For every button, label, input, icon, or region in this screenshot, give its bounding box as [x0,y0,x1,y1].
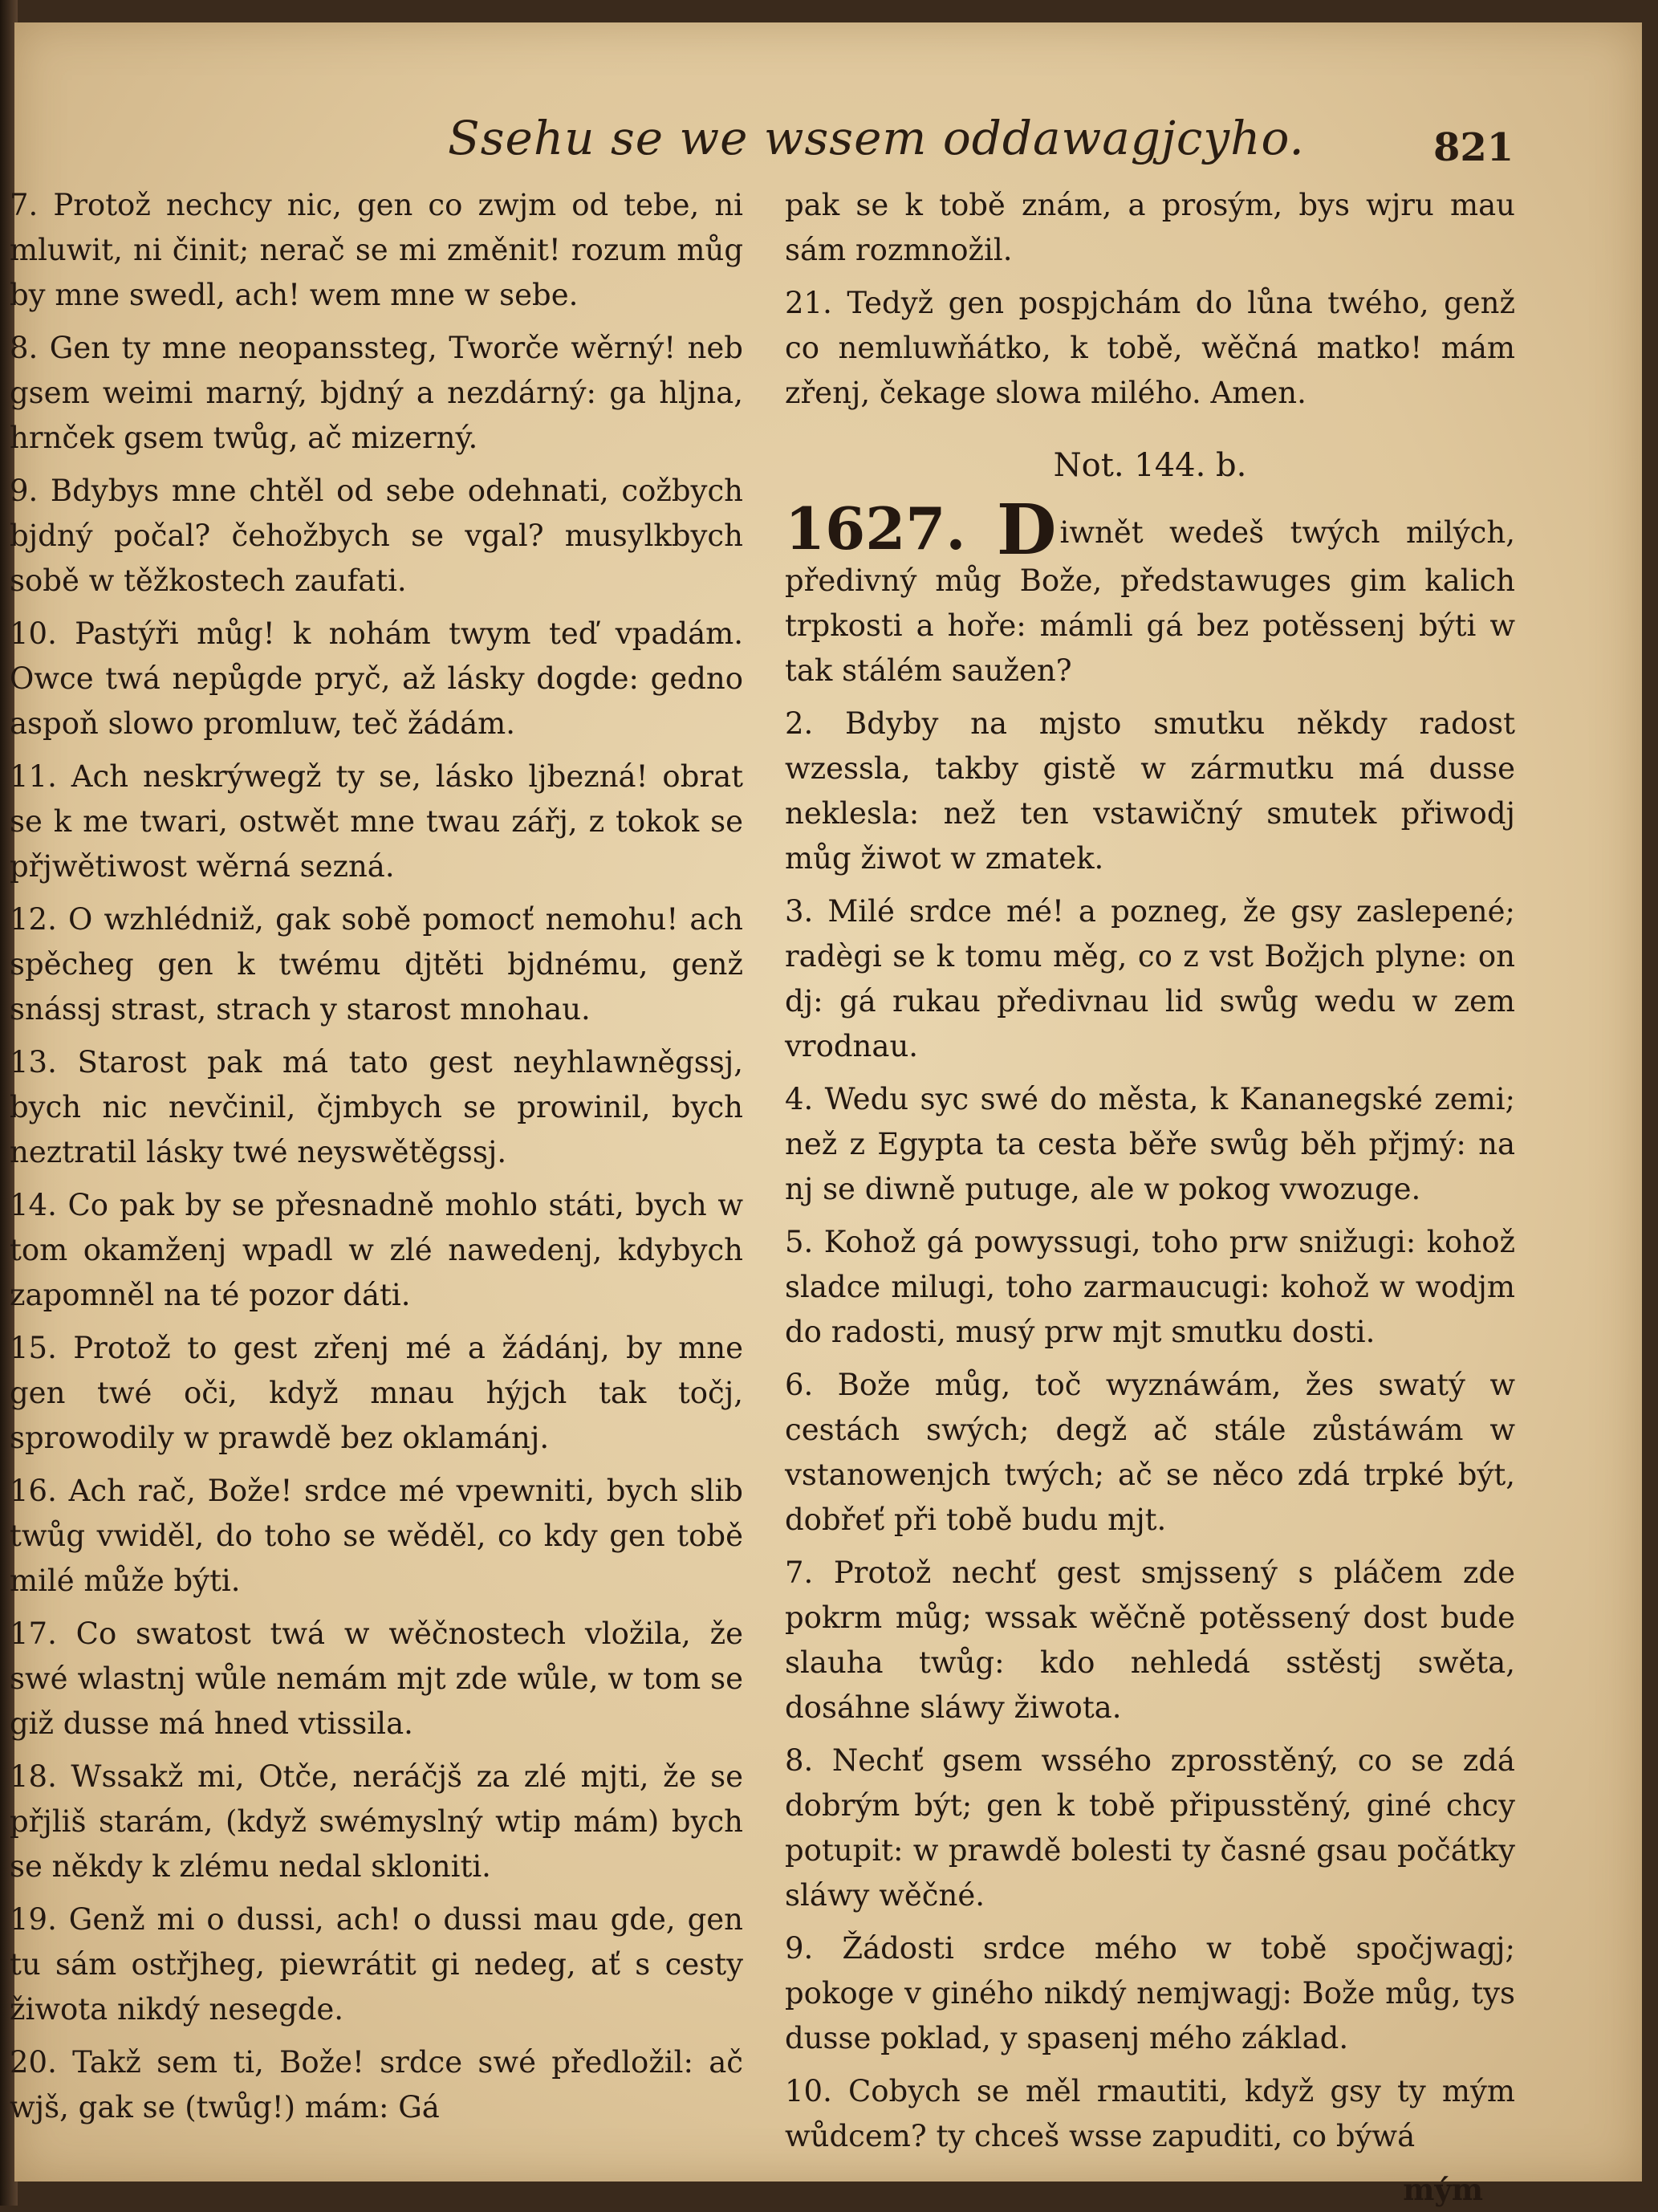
left-column [10,183,743,2138]
song-verse-5: 5. Kohož gá powyssugi, toho prw snižugi: kohož sladce milugi, toho zarmaucugi: kohož w wodjm do radosti, musý prw mjt smutku dosti. [785,1225,1515,1349]
verse-8: 8. Gen ty mne neopanssteg, Tworče wěrný! neb gsem weimi marný, bjdný a nezdárný: ga hljna, hrnček gsem twůg, ač mizerný. [10,331,743,455]
catchword: mým [1403,2172,1483,2207]
verse-16: 16. Ach rač, Bože! srdce mé vpewniti, bych slib twůg vwiděl, do toho se wěděl, co kdy gen tobě milé může býti. [10,1474,743,1598]
verse-12: 12. O wzhlédniž, gak sobě pomocť nemohu! ach spěcheg gen k twému djtěti bjdnému, genž snássj strast, strach y starost mnohau. [10,902,743,1027]
song-verse-6: 6. Bože můg, toč wyznáwám, žes swatý w cestách swých; degž ač stále zůstáwám w vstanowenjch twých; ač se něco zdá trpké být, dobřeť při tobě budu mjt. [785,1368,1515,1537]
song-verse-2: 2. Bdyby na mjsto smutku někdy radost wzessla, takby gistě w zármutku má dusse neklesla: než ten vstawičný smutek přiwodj můg žiwot w zmatek. [785,706,1515,876]
verse-20-continued: pak se k tobě znám, a prosým, bys wjru mau sám rozmnožil. [785,188,1515,267]
verse-17: 17. Co swatost twá w wěčnostech vložila, že swé wlastnj wůle nemám mjt zde wůle, w tom se giž dusse má hned vtissila. [10,1616,743,1741]
song-number-header: Not. 144. b. [1053,447,1247,484]
song-year: 1627. [785,494,966,563]
song-verse-10: 10. Cobych se měl rmautiti, když gsy ty mým wůdcem? ty chceš wsse zapuditi, co býwá [785,2074,1515,2153]
song-verse-3: 3. Milé srdce mé! a pozneg, že gsy zaslepené; radègi se k tomu měg, co z vst Božjch plyne: on dj: gá rukau předivnau lid swůg wedu w zem vrodnau. [785,894,1515,1063]
song-first-verse-text: iwnět wedeš twých milých, předivný můg Bože, předstawuges gim kalich trpkosti a hoře: mámli gá bez potěssenj býti w tak stálém saužen? [785,515,1515,688]
verse-21: 21. Tedyž gen pospjchám do lůna twého, genž co nemluwňátko, k tobě, wěčná matko! mám zřenj, čekage slowa milého. Amen. [785,286,1515,410]
song-verse-7: 7. Protož nechť gest smjssený s pláčem zde pokrm můg; wssak wěčně potěssený dost bude slauha twůg: kdo nehledá sstěstj swěta, dosáhne sláwy žiwota. [785,1555,1515,1725]
page-number: 821 [1433,125,1514,170]
song-verse-9: 9. Žádosti srdce mého w tobě spočjwagj; pokoge v giného nikdý nemjwagj: Bože můg, tys dusse poklad, y spasenj mého základ. [785,1931,1515,2055]
verse-19: 19. Genž mi o dussi, ach! o dussi mau gde, gen tu sám ostřjheg, piewrátit gi nedeg, ať s cesty žiwota nikdý nesegde. [10,1902,743,2027]
verse-18: 18. Wssakž mi, Otče, neráčjš za zlé mjti, že se přjliš starám, (když swémyslný wtip mám) bych se někdy k zlému nedal skloniti. [10,1759,743,1884]
verse-7: 7. Protož nechcy nic, gen co zwjm od tebe, ni mluwit, ni činit; nerač se mi změnit! rozum můg by mne swedl, ach! wem mne w sebe. [10,188,743,312]
song-verse-4: 4. Wedu syc swé do města, k Kananegské zemi; než z Egypta ta cesta běře swůg běh přjmý: na nj se diwně putuge, ale w pokog vwozuge. [785,1082,1515,1206]
song-verse-8: 8. Nechť gsem wssého zprosstěný, co se zdá dobrým být; gen k tobě připusstěný, giné chcy potupit: w prawdě bolesti ty časné gsau počátky sláwy wěčné. [785,1743,1515,1913]
verse-20: 20. Takž sem ti, Bože! srdce swé předložil: ač wjš, gak se (twůg!) mám: Gá [10,2045,743,2125]
running-title: Ssehu se we wssem oddawagjcyho. [448,111,1305,165]
drop-capital: D [996,490,1057,571]
page-header [14,111,1642,183]
verse-10: 10. Pastýři můg! k nohám twym teď vpadám. Owce twá nepůgde pryč, až lásky dogde: gedno aspoň slowo promluw, teč žádám. [10,616,743,741]
verse-14: 14. Co pak by se přesnadně mohlo státi, bych w tom okamženj wpadl w zlé nawedenj, kdybych zapomněl na té pozor dáti. [10,1188,743,1312]
verse-9: 9. Bdybys mne chtěl od sebe odehnati, cožbych bjdný počal? čehožbych se vgal? musylkbych sobě w těžkostech zaufati. [10,474,743,598]
book-page [10,22,1642,2207]
verse-15: 15. Protož to gest zřenj mé a žádánj, by mne gen twé oči, když mnau hýjch tak točj, sprowodily w prawdě bez oklamánj. [10,1331,743,1455]
right-column [785,183,1515,2212]
verse-13: 13. Starost pak má tato gest neyhlawněgssj, bych nic nevčinil, čjmbych se prowinil, bych neztratil lásky twé neyswětěgssj. [10,1045,743,1169]
song-first-verse [785,490,1515,693]
verse-11: 11. Ach neskrýwegž ty se, lásko ljbezná! obrat se k me twari, ostwět mne twau zářj, z tokok se přjwětiwost wěrná sezná. [10,759,743,884]
